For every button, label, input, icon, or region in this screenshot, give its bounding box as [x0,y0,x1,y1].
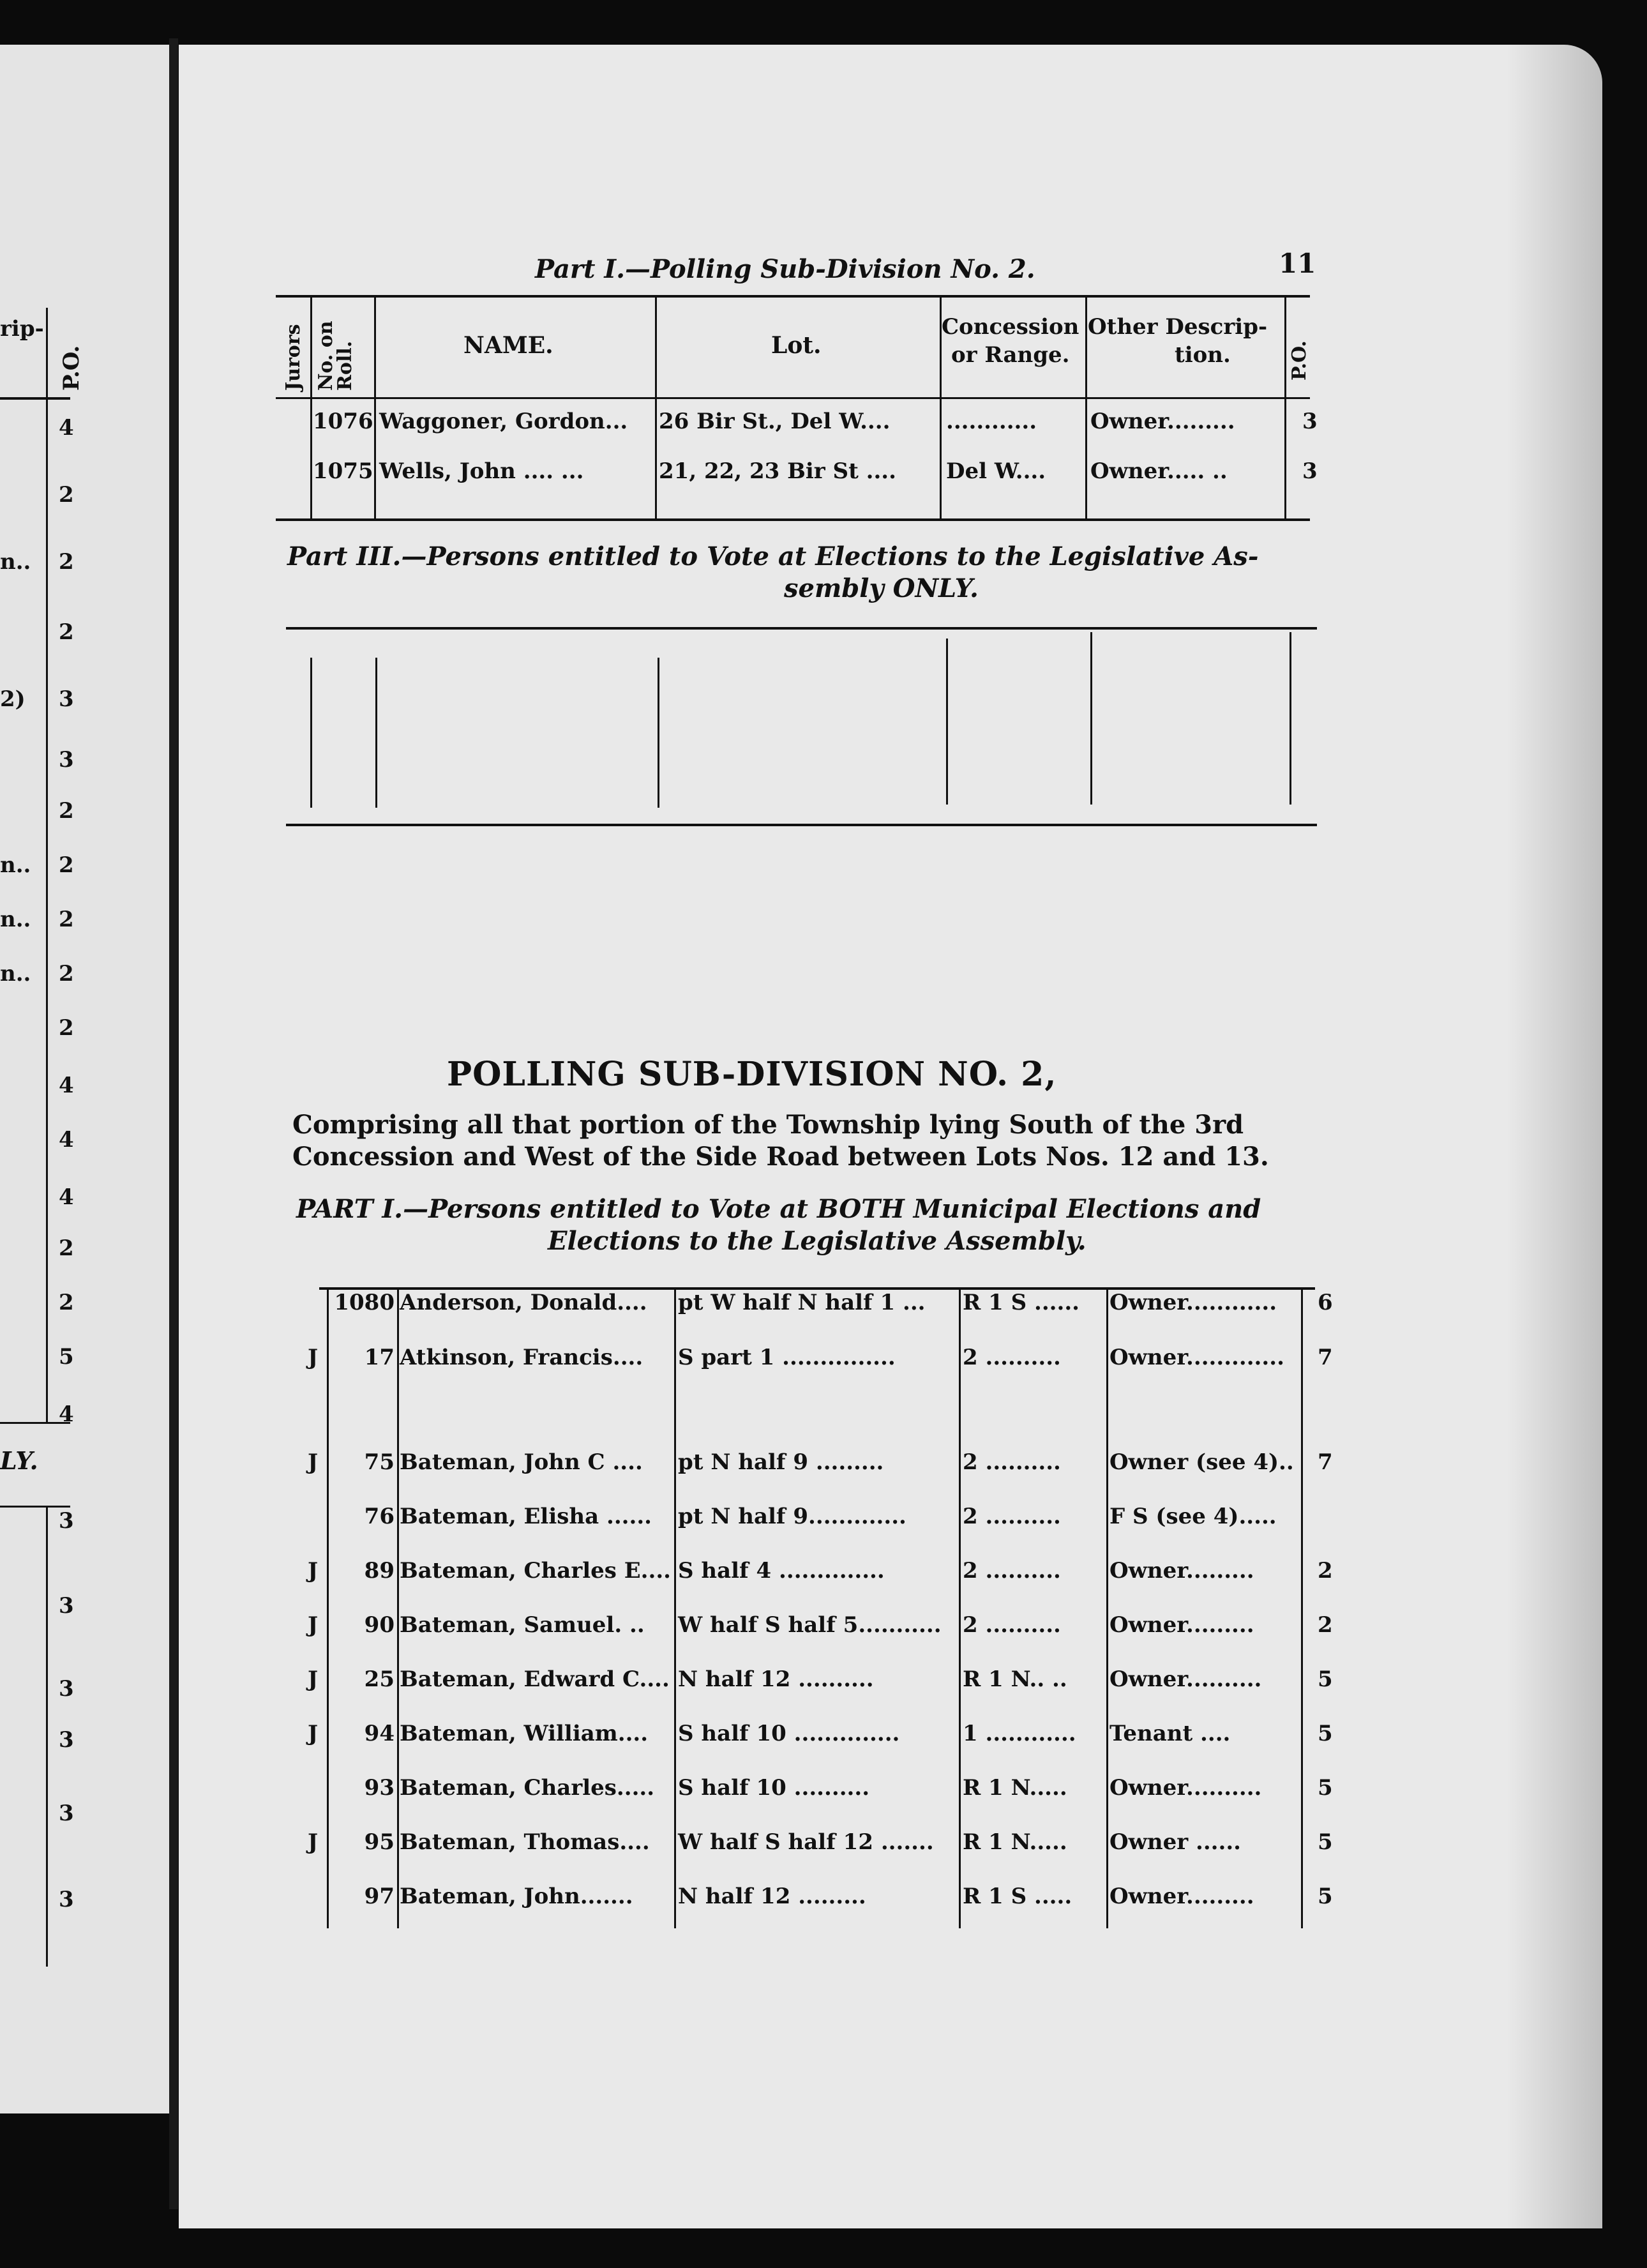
left-po-value: 4 [59,1073,74,1098]
voter-name: Bateman, Thomas.... [400,1829,650,1855]
description: Owner..... .. [1090,458,1228,484]
lot: S half 10 .......... [678,1775,870,1801]
left-text-fragment: n.. [0,549,31,575]
post-office: 5 [1318,1829,1333,1855]
left-po-value: 2 [59,1290,74,1315]
post-office: 3 [1302,409,1318,434]
left-po-header: P.O. [59,345,84,391]
roll-number: 94 [364,1721,395,1746]
left-section-fragment: LY. [0,1446,38,1475]
section-description-line2: Concession and West of the Side Road between Lots Nos. 12 and 13. [292,1142,1269,1172]
concession: R 1 S ..... [963,1884,1072,1909]
description: Owner............ [1109,1290,1277,1315]
post-office: 5 [1318,1884,1333,1909]
concession: ............ [946,409,1037,434]
left-po-value: 2 [59,619,74,645]
col-header-concession-1: Concession [942,314,1079,340]
col-rule-conc [1085,295,1087,518]
main-col-rule-roll [397,1290,399,1928]
left-header-rule [0,397,70,400]
lot: W half S half 12 ....... [678,1829,934,1855]
concession: Del W.... [946,458,1046,484]
col-header-name: NAME. [463,332,553,359]
description: Owner ...... [1109,1829,1242,1855]
lot: 26 Bir St., Del W.... [659,409,891,434]
left-column-rule-2 [46,1507,48,1967]
col-rule-name [655,295,657,518]
post-office: 6 [1318,1290,1333,1315]
post-office: 2 [1318,1558,1333,1584]
description: Owner.......... [1109,1775,1262,1801]
col-header-other-2: tion. [1175,342,1231,368]
book-gutter [169,38,178,2209]
voter-name: Bateman, Samuel. .. [400,1612,645,1638]
lot: pt N half 9............. [678,1504,906,1529]
roll-number: 89 [364,1558,395,1584]
top-table-bottom-rule [276,518,1310,521]
main-col-rule-name [674,1290,676,1928]
roll-number: 25 [364,1667,395,1692]
description: Owner......... [1109,1612,1254,1638]
left-po-value: 3 [59,1676,74,1702]
lot: pt W half N half 1 ... [678,1290,926,1315]
left-column-rule [46,308,48,1422]
left-po-value: 5 [59,1344,74,1370]
voter-name: Waggoner, Gordon... [379,409,628,434]
left-po-value: 3 [59,1801,74,1826]
left-page [0,45,169,2113]
voter-name: Bateman, Edward C.... [400,1667,670,1692]
juror-mark: J [308,1667,319,1692]
roll-number: 97 [364,1884,395,1909]
description: Owner......... [1109,1558,1254,1584]
left-header-fragment: rip- [0,316,44,342]
part3-bottom-rule [286,824,1317,826]
main-col-rule-conc [1106,1290,1108,1928]
post-office: 7 [1318,1345,1333,1370]
concession: 2 .......... [963,1504,1061,1529]
col-rule-roll [374,295,376,518]
left-po-value: 3 [59,1508,74,1534]
lot: W half S half 5........... [678,1612,942,1638]
description: Owner.......... [1109,1667,1262,1692]
concession: R 1 N..... [963,1775,1067,1801]
top-table-header-rule [276,397,1310,399]
roll-number: 1076 [313,409,373,434]
left-po-value: 4 [59,1402,74,1427]
lot: S half 10 .............. [678,1721,900,1746]
voter-name: Bateman, Elisha ...... [400,1504,652,1529]
part1-heading-line1: PART I.—Persons entitled to Vote at BOTH Municipal Elections and [296,1194,1261,1224]
left-po-value: 3 [59,747,74,773]
col-header-other-1: Other Descrip- [1088,314,1268,340]
left-po-value: 3 [59,1887,74,1912]
concession: 2 .......... [963,1612,1061,1638]
juror-mark: J [308,1558,319,1584]
left-text-fragment: n.. [0,852,31,878]
concession: 2 .......... [963,1345,1061,1370]
col-header-roll: No. on Roll. [315,321,356,391]
roll-number: 1075 [313,458,373,484]
description: F S (see 4)..... [1109,1504,1277,1529]
left-po-value: 2 [59,961,74,987]
post-office: 2 [1318,1612,1333,1638]
part3-heading-line2: sembly ONLY. [784,573,979,603]
left-po-value: 2 [59,549,74,575]
left-po-value: 4 [59,415,74,441]
voter-name: Bateman, Charles..... [400,1775,655,1801]
concession: R 1 N..... [963,1829,1067,1855]
lot: 21, 22, 23 Bir St .... [659,458,896,484]
lot: N half 12 ......... [678,1884,866,1909]
juror-mark: J [308,1721,319,1746]
concession: 2 .......... [963,1449,1061,1475]
page-number: 11 [1279,248,1316,279]
part3-col-rule-5 [1090,632,1092,805]
col-header-po: P.O. [1288,340,1311,381]
concession: R 1 N.. .. [963,1667,1067,1692]
part3-col-rule-4 [946,639,948,805]
section-description-line1: Comprising all that portion of the Township lying South of the 3rd [292,1110,1244,1140]
left-po-value: 2 [59,1236,74,1261]
col-header-lot: Lot. [771,332,822,359]
left-po-value: 2 [59,482,74,508]
lot: S part 1 ............... [678,1345,896,1370]
col-rule-jurors [310,295,312,518]
description: Owner (see 4).. [1109,1449,1294,1475]
left-text-fragment: n.. [0,961,31,987]
part3-col-rule-3 [658,658,659,808]
concession: 1 ............ [963,1721,1076,1746]
concession: R 1 S ...... [963,1290,1079,1315]
description: Owner......... [1090,409,1235,434]
voter-name: Bateman, John....... [400,1884,633,1909]
voter-name: Wells, John .... ... [379,458,584,484]
voter-name: Atkinson, Francis.... [400,1345,643,1370]
description: Tenant .... [1109,1721,1231,1746]
left-po-value: 2 [59,852,74,878]
part3-heading-line1: Part III.—Persons entitled to Vote at Elections to the Legislative As- [287,541,1259,571]
left-section-rule [0,1506,70,1508]
section-title: POLLING SUB-DIVISION NO. 2, [447,1055,1057,1094]
concession: 2 .......... [963,1558,1061,1584]
roll-number: 1080 [334,1290,395,1315]
col-header-concession-2: or Range. [951,342,1070,368]
part1-heading-line2: Elections to the Legislative Assembly. [548,1226,1087,1256]
juror-mark: J [308,1449,319,1475]
left-po-value: 4 [59,1184,74,1210]
voter-name: Anderson, Donald.... [400,1290,647,1315]
voter-name: Bateman, Charles E.... [400,1558,672,1584]
left-po-value: 4 [59,1127,74,1153]
roll-number: 93 [364,1775,395,1801]
left-text-fragment: 2) [0,686,26,712]
lot: N half 12 .......... [678,1667,874,1692]
roll-number: 76 [364,1504,395,1529]
part3-col-rule-2 [375,658,377,808]
part3-top-rule [286,627,1317,630]
voter-name: Bateman, John C .... [400,1449,643,1475]
page-edge-shade [1507,45,1602,2228]
voter-name: Bateman, William.... [400,1721,649,1746]
left-po-value: 3 [59,1593,74,1619]
post-office: 5 [1318,1721,1333,1746]
left-po-value: 2 [59,1015,74,1041]
roll-number: 95 [364,1829,395,1855]
col-header-jurors: Jurors [282,324,305,391]
page-header-title: Part I.—Polling Sub-Division No. 2. [535,254,1035,284]
lot: S half 4 .............. [678,1558,885,1584]
juror-mark: J [308,1829,319,1855]
left-po-value: 3 [59,1727,74,1753]
post-office: 5 [1318,1775,1333,1801]
left-text-fragment: n.. [0,907,31,932]
main-col-rule-other [1301,1290,1303,1928]
juror-mark: J [308,1345,319,1370]
roll-number: 17 [364,1345,395,1370]
left-po-value: 2 [59,798,74,824]
roll-number: 90 [364,1612,395,1638]
description: Owner......... [1109,1884,1254,1909]
col-rule-other [1284,295,1286,518]
top-table-top-rule [276,295,1310,298]
post-office: 5 [1318,1667,1333,1692]
lot: pt N half 9 ......... [678,1449,884,1475]
roll-number: 75 [364,1449,395,1475]
part3-col-rule-6 [1290,632,1291,805]
description: Owner............. [1109,1345,1284,1370]
post-office: 3 [1302,458,1318,484]
main-col-rule-lot [959,1290,961,1928]
post-office: 7 [1318,1449,1333,1475]
juror-mark: J [308,1612,319,1638]
left-po-value: 2 [59,907,74,932]
left-po-value: 3 [59,686,74,712]
part3-col-rule-1 [310,658,312,808]
